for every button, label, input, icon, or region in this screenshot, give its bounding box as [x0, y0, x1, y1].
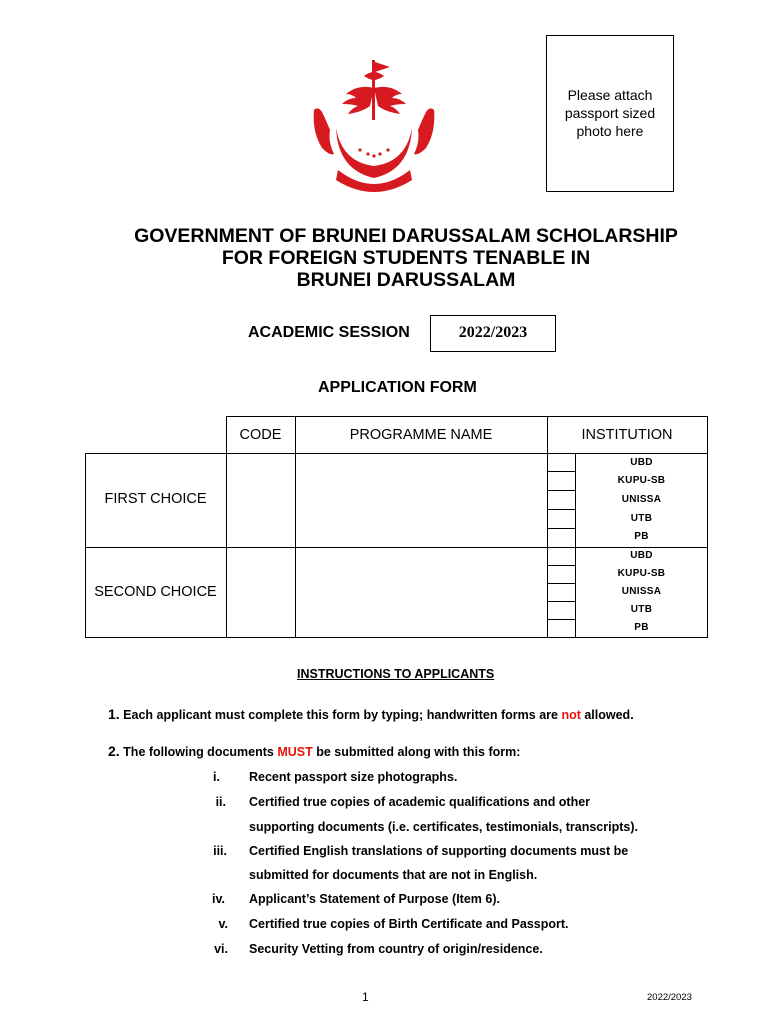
instruction-1-number: 1. — [108, 706, 120, 722]
document-ii-number: ii. — [215, 795, 226, 809]
brunei-emblem-logo — [308, 58, 440, 194]
first-choice-code-field[interactable] — [227, 454, 295, 547]
second-choice-institution-ubd: UBD — [630, 550, 653, 561]
title-line-2: FOR FOREIGN STUDENTS TENABLE IN — [221, 247, 591, 269]
first-choice-pb-checkbox[interactable] — [548, 529, 575, 547]
document-title — [0, 225, 768, 291]
document-i-text: Recent passport size photographs. — [249, 770, 458, 784]
header-programme-name: PROGRAMME NAME — [349, 427, 493, 443]
instruction-1-text-before: Each applicant must complete this form by typing; handwritten forms are — [123, 708, 562, 722]
academic-session-label: ACADEMIC SESSION — [248, 324, 410, 341]
first-choice-institution-unissa: UNISSA — [621, 494, 662, 505]
instruction-2-emphasis: MUST — [277, 745, 313, 759]
second-choice-institution-utb: UTB — [630, 604, 653, 615]
first-choice-institution-utb: UTB — [630, 513, 653, 524]
second-choice-pb-checkbox[interactable] — [548, 620, 575, 638]
application-form-title: APPLICATION FORM — [318, 379, 477, 396]
document-ii-text-line-2: supporting documents (i.e. certificates, testimonials, transcripts). — [249, 820, 638, 834]
instruction-item-1 — [108, 706, 634, 722]
photo-box-line-3: photo here — [576, 123, 644, 139]
document-iii-text-line-1: Certified English translations of supporting documents must be — [249, 844, 629, 858]
instruction-item-2 — [108, 743, 520, 759]
title-line-1: GOVERNMENT OF BRUNEI DARUSSALAM SCHOLARSHIP — [134, 225, 678, 247]
second-choice-programme-field[interactable] — [296, 548, 547, 637]
document-iv-number: iv. — [212, 892, 225, 906]
second-choice-institution-pb: PB — [634, 622, 649, 633]
header-code: CODE — [239, 427, 282, 443]
document-iii-text-line-2: submitted for documents that are not in English. — [249, 868, 538, 882]
first-choice-ubd-checkbox[interactable] — [548, 454, 575, 472]
second-choice-utb-checkbox[interactable] — [548, 602, 575, 620]
second-choice-label: SECOND CHOICE — [94, 584, 217, 600]
first-choice-institution-kupu-sb: KUPU-SB — [617, 475, 666, 486]
second-choice-institution-kupu-sb: KUPU-SB — [617, 568, 666, 579]
document-v-number: v. — [218, 917, 228, 931]
instructions-heading: INSTRUCTIONS TO APPLICANTS — [297, 667, 495, 681]
emblem-icon — [308, 58, 440, 194]
instruction-2-text-before: The following documents — [123, 745, 278, 759]
document-vi-text: Security Vetting from country of origin/residence. — [249, 942, 543, 956]
title-line-3: BRUNEI DARUSSALAM — [296, 269, 516, 291]
document-iv-text: Applicant’s Statement of Purpose (Item 6). — [249, 892, 500, 906]
document-i-number: i. — [213, 770, 220, 784]
document-v-text: Certified true copies of Birth Certificate and Passport. — [249, 917, 569, 931]
first-choice-institution-pb: PB — [634, 531, 649, 542]
document-vi-number: vi. — [214, 942, 228, 956]
first-choice-label: FIRST CHOICE — [104, 491, 207, 507]
second-choice-code-field[interactable] — [227, 548, 295, 637]
instruction-1-emphasis: not — [561, 708, 581, 722]
first-choice-kupu-sb-checkbox[interactable] — [548, 472, 575, 490]
document-iii-number: iii. — [213, 844, 227, 858]
header-institution: INSTITUTION — [581, 427, 673, 443]
instruction-2-text-after: be submitted along with this form: — [312, 745, 521, 759]
passport-photo-box[interactable] — [546, 35, 674, 192]
instruction-2-number: 2. — [108, 743, 120, 759]
second-choice-kupu-sb-checkbox[interactable] — [548, 566, 575, 584]
second-choice-institution-unissa: UNISSA — [621, 586, 662, 597]
first-choice-utb-checkbox[interactable] — [548, 510, 575, 528]
first-choice-programme-field[interactable] — [296, 454, 547, 547]
first-choice-unissa-checkbox[interactable] — [548, 491, 575, 509]
document-ii-text-line-1: Certified true copies of academic qualifications and other — [249, 795, 591, 809]
second-choice-ubd-checkbox[interactable] — [548, 548, 575, 566]
second-choice-unissa-checkbox[interactable] — [548, 584, 575, 602]
photo-box-line-2: passport sized — [564, 105, 656, 121]
page-number: 1 — [362, 990, 369, 1004]
photo-box-line-1: Please attach — [567, 87, 653, 103]
footer-year: 2022/2023 — [647, 992, 692, 1003]
academic-session-field[interactable]: 2022/2023 — [430, 315, 556, 352]
first-choice-institution-ubd: UBD — [630, 457, 653, 468]
instruction-1-text-after: allowed. — [580, 708, 634, 722]
